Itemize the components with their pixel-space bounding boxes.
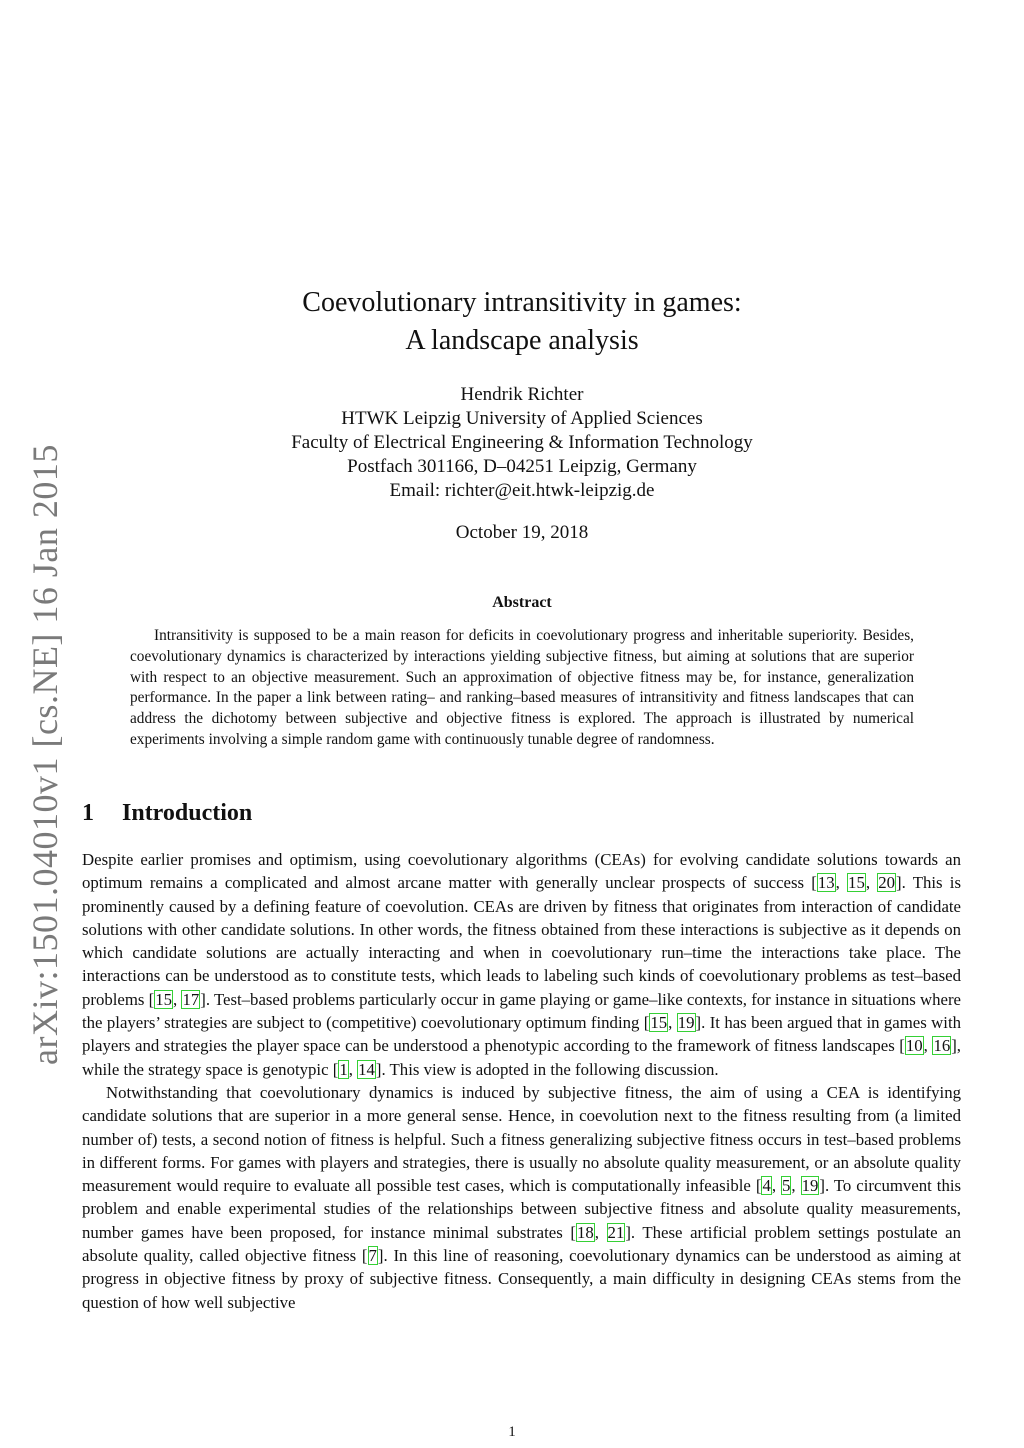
text-run: ,	[348, 1059, 358, 1079]
author-address: Postfach 301166, D–04251 Leipzig, Germany	[347, 456, 697, 477]
abstract-text: Intransitivity is supposed to be a main reason for deficits in coevolutionary progress and inheritable superiority. Besides, coevolutionary dynamics is characterized by interactions yielding subjective fitness, but aiming at solutions that are superior with respect to an objective measurement. Such an approximation of objective fitness may be, for instance, generalization performance. In the paper a link between rating– and ranking–based measures of intransitivity and fitness landscapes that can address the dichotomy between subjective and objective fitness is explored. The approach is illustrated by numerical experiments involving a simple random game with continuously tunable degree of randomness.	[130, 627, 914, 748]
citation-link[interactable]: 16	[933, 1036, 951, 1056]
page-number: 1	[508, 1424, 516, 1440]
text-run: ]. In this line of reasoning, coevolutionary dynamics can be understood as aiming at progress in objective fitness by proxy of subjective fitness. Consequently, a main difficulty in designing CEAs stems from the question of how well subjective	[82, 1246, 961, 1312]
citation-link[interactable]: 7	[368, 1246, 377, 1266]
author-email[interactable]: Email: richter@eit.htwk-leipzig.de	[389, 480, 655, 501]
text-run: ]. This is prominently caused by a defining feature of coevolution. CEAs are driven by fitness that originates from interaction of candidate solutions with other candidate solutions. In other words, the fitness obtained from these interactions is subjective as it depends on which candidate solutions are actually interacting and when in coevolutionary run–time the interactions take place. The interactions can be understood as to constitute tests, which leads to labeling such kinds of coevolutionary problems as test–based problems [	[82, 873, 961, 1009]
text-run: ,	[835, 873, 848, 893]
author-affiliation: HTWK Leipzig University of Applied Sciences	[341, 408, 703, 429]
text-run: ]. Test–based problems particularly occur in game playing or game–like contexts, for instance in situations where the players’ strategies are subject to (competitive) coevolutionary optimum finding [	[82, 989, 961, 1033]
author-name: Hendrik Richter	[460, 384, 584, 405]
author-faculty: Faculty of Electrical Engineering & Information Technology	[291, 432, 753, 453]
citation-link[interactable]: 20	[878, 873, 896, 893]
citation-link[interactable]: 1	[339, 1059, 348, 1079]
text-run: ]. This view is adopted in the following discussion.	[375, 1059, 719, 1079]
citation-link[interactable]: 19	[801, 1176, 819, 1196]
section-title: Introduction	[122, 800, 253, 826]
section-number: 1	[82, 800, 94, 826]
text-run: Notwithstanding that coevolutionary dynamics is induced by subjective fitness, the aim of using a CEA is identifying candidate solutions that are superior in a more general sense. Hence, in coevolution next to the fitness resulting from (a limited number of) tests, a second notion of fitness is helpful. Such a fitness generalizing subjective fitness occurs in test–based problems in different forms. For games with players and strategies, there is usually no absolute quality measurement, or an absolute quality measurement would require to evaluate all possible test cases, which is computationally infeasible [	[82, 1082, 961, 1196]
citation-link[interactable]: 19	[677, 1013, 695, 1033]
citation-link[interactable]: 14	[358, 1059, 375, 1079]
citation-link[interactable]: 5	[782, 1176, 791, 1196]
paragraph	[82, 848, 961, 1081]
text-run: ]. These artificial problem settings postulate an absolute quality, called objective fitness [	[82, 1222, 961, 1266]
text-run: ,	[594, 1222, 607, 1242]
citation-link[interactable]: 15	[650, 1013, 668, 1033]
body-text	[82, 848, 961, 1314]
citation-link[interactable]: 17	[182, 989, 200, 1009]
text-run: ,	[791, 1176, 801, 1196]
paper-title-line-1: Coevolutionary intransitivity in games:	[302, 287, 742, 318]
paper-title-line-2: A landscape analysis	[405, 325, 639, 356]
citation-link[interactable]: 18	[576, 1222, 594, 1242]
section-heading	[82, 800, 252, 827]
text-run: ]. It has been argued that in games with players and strategies the player space can be understood a phenotypic according to the framework of fitness landscapes [	[82, 1013, 962, 1056]
text-run: ,	[923, 1036, 933, 1056]
text-run: Despite earlier promises and optimism, using coevolutionary algorithms (CEAs) for evolving candidate solutions towards an optimum remains a complicated and almost arcane matter with generally unclear prospects of success [	[82, 850, 961, 893]
text-run: ,	[668, 1013, 677, 1033]
text-run: ], while the strategy space is genotypic [	[82, 1036, 962, 1079]
citation-link[interactable]: 21	[607, 1222, 625, 1242]
citation-link[interactable]: 10	[905, 1036, 923, 1056]
paper-date: October 19, 2018	[455, 522, 589, 543]
citation-link[interactable]: 4	[762, 1176, 771, 1196]
abstract-heading: Abstract	[492, 594, 552, 611]
title-block	[200, 284, 844, 360]
paragraph	[82, 1081, 961, 1314]
citation-link[interactable]: 15	[848, 873, 865, 893]
text-run: ,	[173, 989, 182, 1009]
citation-link[interactable]: 13	[817, 873, 835, 893]
text-run: ,	[865, 873, 878, 893]
text-run: ]. To circumvent this problem and enable experimental studies of the relationships between subjective fitness and absolute quality measurements, number games have been proposed, for instance minimal substrates [	[82, 1176, 962, 1242]
arxiv-stamp: arXiv:1501.04010v1 [cs.NE] 16 Jan 2015	[25, 444, 65, 1066]
citation-link[interactable]: 15	[155, 989, 173, 1009]
author-block	[200, 383, 844, 503]
text-run: ,	[771, 1176, 782, 1196]
